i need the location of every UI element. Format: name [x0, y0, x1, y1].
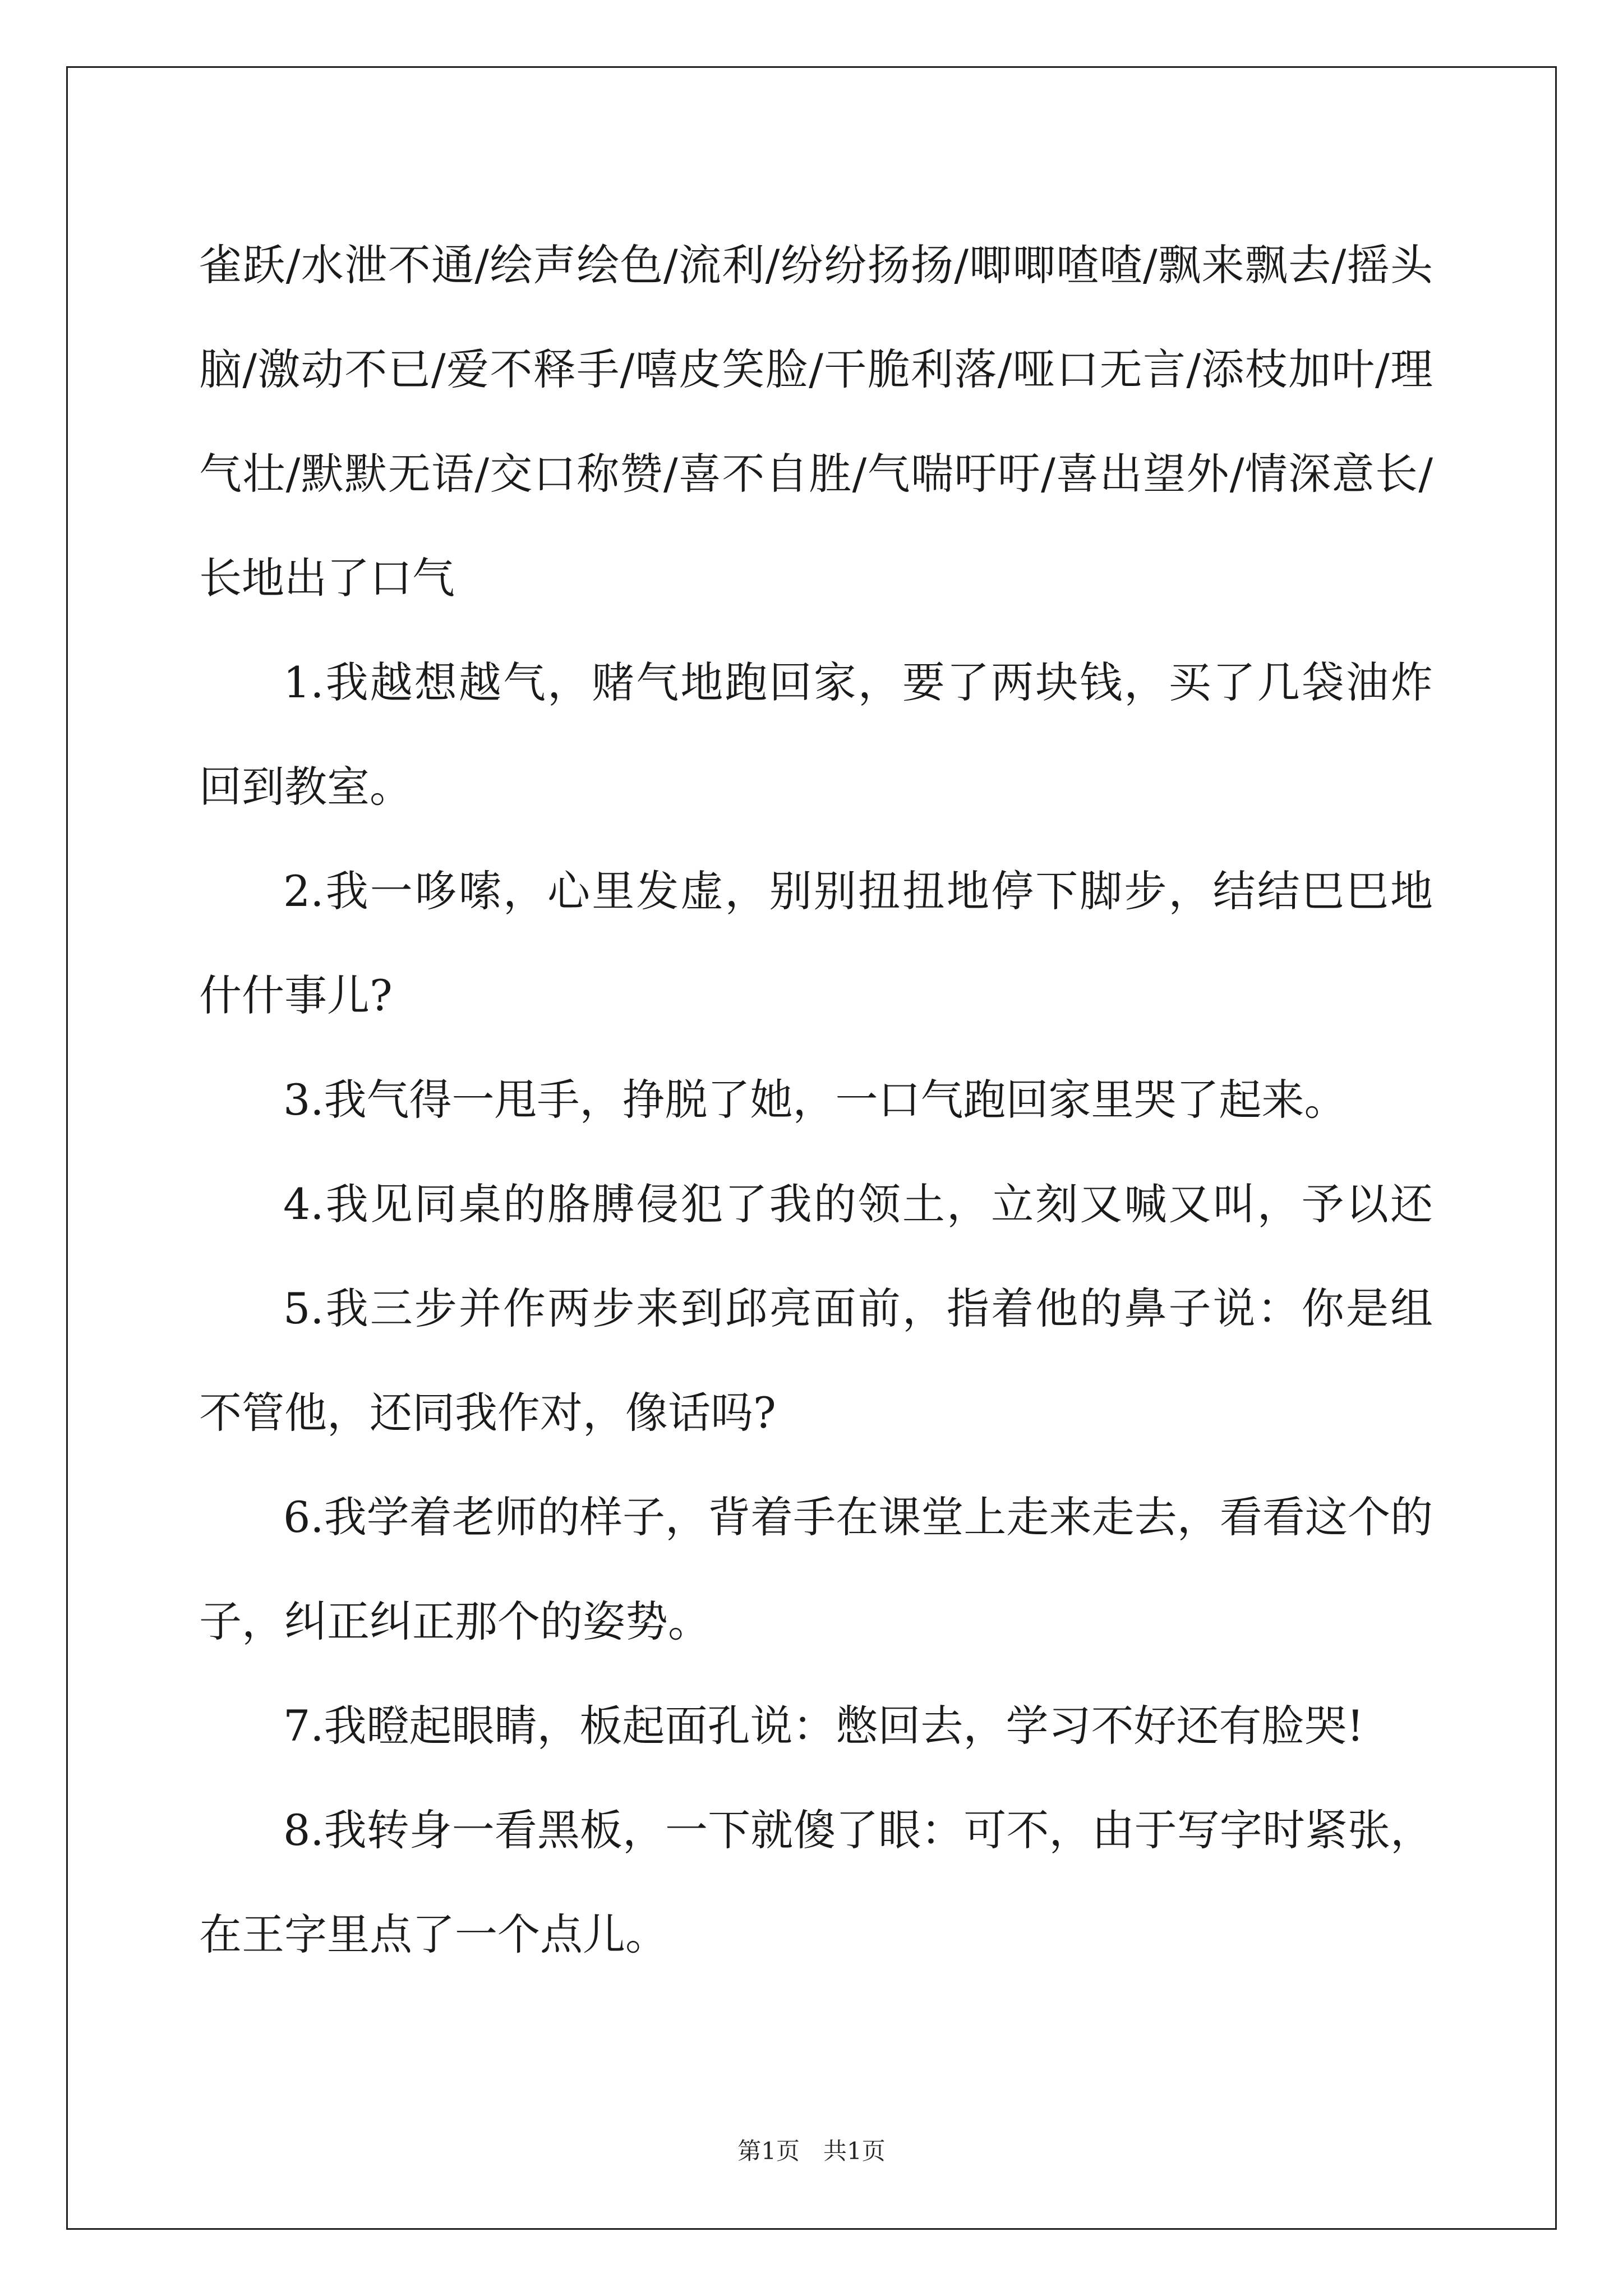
item-8-line-2: 在王字里点了一个点儿。: [199, 1910, 668, 1959]
item-1-line-2: 回到教室。: [199, 762, 412, 812]
item-6-line-2: 子，纠正纠正那个的姿势。: [199, 1596, 711, 1646]
document-body: [199, 213, 1433, 1987]
text-line-2: 脑/激动不已/爱不释手/嘻皮笑脸/干脆利落/哑口无言/添枝加叶/理: [199, 344, 1433, 394]
item-1-line-1: 1.我越想越气，赌气地跑回家，要了两块钱，买了几袋油炸: [283, 657, 1433, 707]
item-5-line-1: 5.我三步并作两步来到邱亮面前，指着他的鼻子说：你是组: [283, 1283, 1433, 1333]
item-6-line-1: 6.我学着老师的样子，背着手在课堂上走来走去，看看这个的: [283, 1492, 1433, 1542]
text-line-4: 长地出了口气: [199, 553, 455, 603]
item-4: 4.我见同桌的胳膊侵犯了我的领土，立刻又喊又叫，予以还: [283, 1179, 1433, 1229]
item-3: 3.我气得一甩手，挣脱了她，一口气跑回家里哭了起来。: [283, 1075, 1347, 1125]
item-2-line-2: 什什事儿?: [199, 970, 393, 1020]
item-5-line-2: 不管他，还同我作对，像话吗?: [199, 1388, 776, 1438]
text-line-3: 气壮/默默无语/交口称赞/喜不自胜/气喘吁吁/喜出望外/情深意长/: [199, 449, 1433, 499]
item-7: 7.我瞪起眼睛，板起面孔说：憋回去，学习不好还有脸哭!: [283, 1701, 1364, 1751]
text-line-1: 雀跃/水泄不通/绘声绘色/流利/纷纷扬扬/唧唧喳喳/飘来飘去/摇头: [199, 240, 1433, 290]
item-2-line-1: 2.我一哆嗦，心里发虚，别别扭扭地停下脚步，结结巴巴地: [283, 866, 1433, 916]
page-footer: 第1页 共1页: [737, 2137, 886, 2165]
item-8-line-1: 8.我转身一看黑板，一下就傻了眼：可不，由于写字时紧张，: [283, 1805, 1433, 1855]
